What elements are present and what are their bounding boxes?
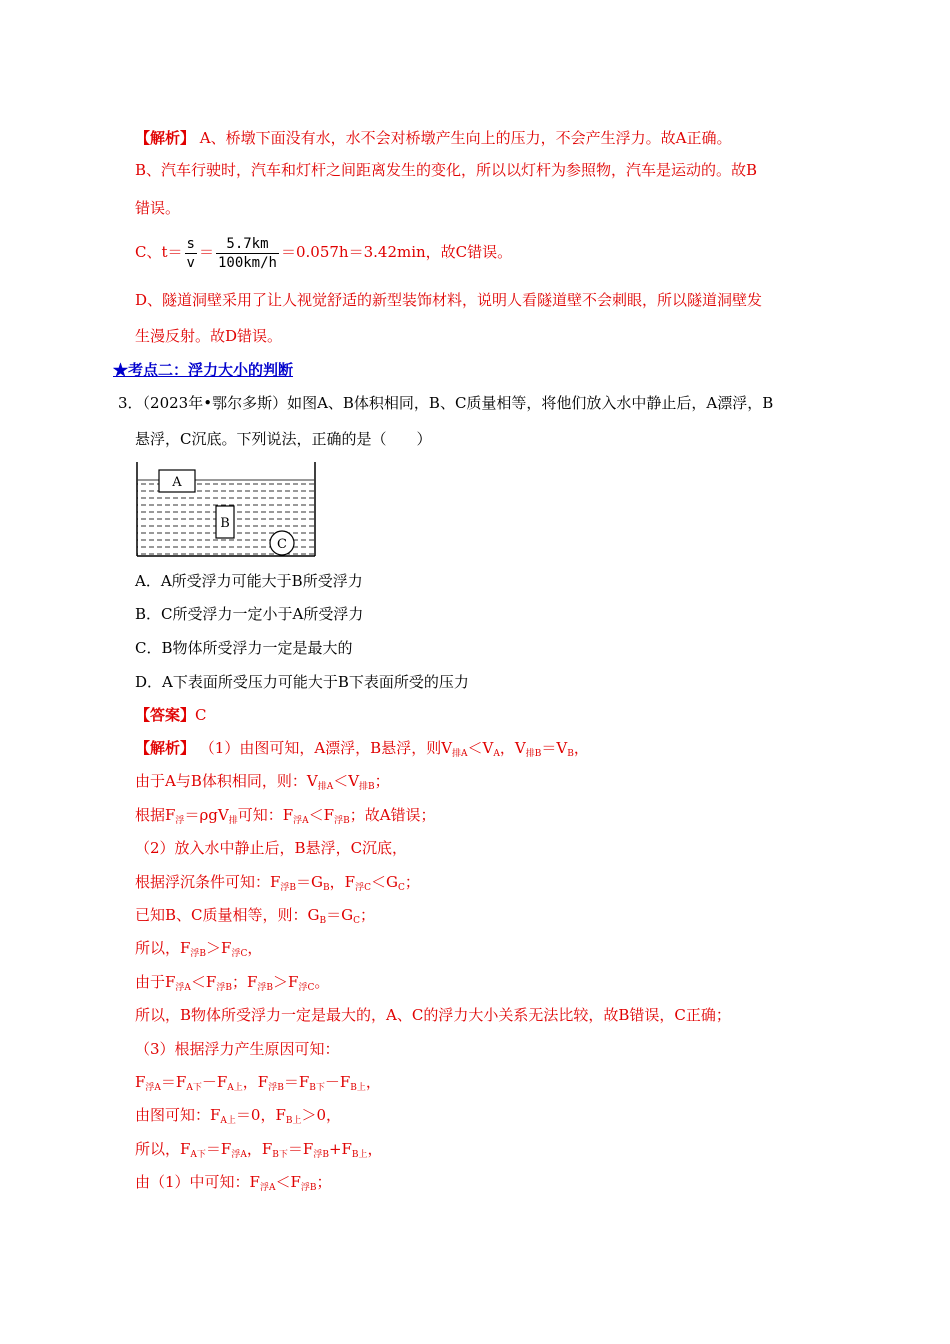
subscript: 浮B: [313, 1150, 329, 1160]
text: ＝ρgV: [184, 806, 229, 824]
subscript: B: [319, 916, 327, 926]
subscript: 浮C: [355, 883, 371, 893]
text: ＝F: [205, 1140, 232, 1158]
subscript: C: [353, 916, 360, 926]
analysis-label: 【解析】: [135, 129, 196, 147]
analysis2-line-6: [135, 905, 375, 928]
text: 根据F: [135, 806, 176, 824]
text: ；: [359, 906, 375, 924]
analysis2-line-12: [135, 1105, 341, 1128]
fraction-denominator: 100km/h: [217, 254, 277, 271]
subscript: 浮A: [175, 983, 191, 993]
analysis2-line-1: [135, 738, 589, 761]
text: 由（1）中可知：F: [135, 1173, 260, 1191]
option-d: D．A下表面所受压力可能大于B下表面所受的压力: [135, 673, 469, 691]
analysis2-line-5: [135, 872, 420, 895]
text: ＞F: [273, 973, 299, 991]
subscript: 浮B: [280, 883, 297, 893]
text: ＝F: [160, 1073, 187, 1091]
analysis2-line-14: [135, 1172, 332, 1195]
question-stem-line: 3．（2023年•鄂尔多斯）如图A、B体积相同，B、C质量相等，将他们放入水中静止后，A漂浮，B: [118, 394, 774, 412]
subscript: 排A: [452, 749, 468, 759]
analysis2-line-2: [135, 771, 390, 794]
text: ；F: [231, 973, 258, 991]
text: ＝V: [541, 739, 568, 757]
text: ；: [316, 1173, 332, 1191]
analysis-c-eq: ＝: [198, 243, 214, 261]
subscript: 浮A: [231, 1150, 247, 1160]
text: 可知：F: [237, 806, 294, 824]
water-tank-diagram: [132, 460, 322, 560]
analysis-b-line-2: 错误。: [135, 199, 181, 217]
text: ＜F: [308, 806, 335, 824]
text: ＞F: [206, 939, 232, 957]
subscript: 浮C: [298, 983, 315, 993]
analysis-c-line: [135, 232, 512, 272]
text: ＜F: [190, 973, 217, 991]
text: ＜V: [333, 772, 360, 790]
text: ，F: [329, 873, 356, 891]
fraction-s-over-v: [185, 235, 197, 272]
subscript: B上: [350, 1083, 366, 1093]
analysis-b-line: B、汽车行驶时，汽车和灯杆之间距离发生的变化，所以以灯杆为参照物，汽车是运动的。故B: [135, 161, 758, 179]
text: ，F: [246, 1140, 273, 1158]
text: ＝G: [296, 873, 324, 891]
subscript: 排: [228, 816, 238, 826]
analysis2-line-4: （2）放入水中静止后，B悬浮，C沉底，: [135, 839, 408, 857]
option-a: A．A所受浮力可能大于B所受浮力: [135, 572, 363, 590]
option-c: C．B物体所受浮力一定是最大的: [135, 639, 353, 657]
fraction-distance-over-speed: [216, 235, 279, 272]
block-a-label: A: [172, 475, 182, 490]
text: （1）由图可知，A漂浮，B悬浮，则V: [199, 739, 453, 757]
text: ，: [367, 1140, 383, 1158]
text: 由于F: [135, 973, 176, 991]
text: 。: [314, 973, 330, 991]
text: F: [135, 1073, 146, 1091]
ball-c-label: C: [277, 537, 287, 552]
subscript: 排B: [359, 782, 375, 792]
text: －F: [324, 1073, 351, 1091]
subscript: 浮B: [300, 1183, 317, 1193]
subscript: 浮B: [334, 816, 350, 826]
text: ＝F: [283, 1073, 310, 1091]
analysis2-line-10: （3）根据浮力产生原因可知：: [135, 1040, 340, 1058]
text: ＝G: [326, 906, 354, 924]
subscript: C: [397, 883, 405, 893]
subscript: 浮A: [259, 1183, 276, 1193]
subscript: A上: [227, 1083, 243, 1093]
text: －F: [201, 1073, 228, 1091]
text: 已知B、C质量相等，则：G: [135, 906, 320, 924]
text: ，F: [242, 1073, 269, 1091]
question-stem-line-2: 悬浮，C沉底。下列说法，正确的是（ ）: [135, 430, 432, 448]
subscript: B上: [285, 1116, 302, 1126]
analysis2-line-3: [135, 805, 436, 828]
subscript: A下: [186, 1083, 202, 1093]
fraction-numerator: 5.7km: [216, 235, 279, 254]
analysis-d-line-2: 生漫反射。故D错误。: [135, 327, 283, 345]
text: ，: [573, 739, 589, 757]
text: ；故A错误；: [349, 806, 436, 824]
text: +F: [328, 1140, 352, 1158]
text: 所以，F: [135, 1140, 191, 1158]
subscript: A: [493, 749, 500, 759]
text: ，V: [499, 739, 526, 757]
analysis2-line-11: [135, 1072, 381, 1095]
text: ，: [365, 1073, 381, 1091]
subscript: B下: [309, 1083, 325, 1093]
analysis2-label: 【解析】: [135, 739, 196, 757]
analysis2-line-8: [135, 972, 329, 995]
subscript: B: [567, 749, 574, 759]
text: 由于A与B体积相同，则：V: [135, 772, 318, 790]
text: ＜V: [467, 739, 494, 757]
text: ＞0，: [301, 1106, 342, 1124]
block-b-label: B: [220, 516, 230, 531]
subscript: 浮B: [257, 983, 274, 993]
fraction-numerator: s: [186, 235, 195, 252]
analysis2-line-13: [135, 1139, 383, 1162]
analysis-c-prefix: C、t＝: [135, 243, 183, 261]
subscript: B: [323, 883, 330, 893]
text: 所以，F: [135, 939, 191, 957]
subscript: 浮B: [216, 983, 232, 993]
subscript: 浮C: [231, 949, 248, 959]
text: ，: [247, 939, 263, 957]
option-b: B．C所受浮力一定小于A所受浮力: [135, 605, 364, 623]
answer-value: C: [195, 706, 207, 724]
subscript: 浮B: [190, 949, 207, 959]
subscript: A上: [220, 1116, 236, 1126]
subscript: 排A: [317, 782, 334, 792]
subscript: 浮A: [145, 1083, 161, 1093]
subscript: 浮B: [268, 1083, 284, 1093]
subscript: 浮A: [293, 816, 309, 826]
text: 由图可知：F: [135, 1106, 221, 1124]
analysis-d-line: D、隧道洞壁采用了让人视觉舒适的新型装饰材料，说明人看隧道壁不会刺眼，所以隧道洞壁发: [135, 291, 763, 309]
answer-label: 【答案】: [135, 706, 196, 724]
section-heading: ★考点二：浮力大小的判断: [113, 361, 294, 379]
analysis-c-suffix: ＝0.057h＝3.42min，故C错误。: [280, 243, 513, 261]
text: ＝F: [287, 1140, 314, 1158]
analysis2-line-9: 所以，B物体所受浮力一定是最大的，A、C的浮力大小关系无法比较，故B错误，C正确；: [135, 1006, 731, 1024]
text: ；: [404, 873, 420, 891]
analysis2-line-7: [135, 938, 262, 961]
subscript: 浮: [175, 816, 185, 826]
subscript: B下: [272, 1150, 288, 1160]
text: ＝0，F: [235, 1106, 286, 1124]
subscript: 排B: [525, 749, 542, 759]
analysis-a-text: A、桥墩下面没有水，水不会对桥墩产生向上的压力，不会产生浮力。故A正确。: [199, 129, 732, 147]
subscript: A下: [190, 1150, 206, 1160]
fraction-denominator: v: [186, 254, 195, 271]
subscript: B上: [351, 1150, 368, 1160]
answer-line: [135, 705, 207, 725]
question-figure: [132, 460, 322, 560]
text: ＜F: [275, 1173, 301, 1191]
analysis-a-line: [135, 128, 731, 148]
text: ；: [374, 772, 390, 790]
text: ＜G: [370, 873, 398, 891]
text: 根据浮沉条件可知：F: [135, 873, 281, 891]
